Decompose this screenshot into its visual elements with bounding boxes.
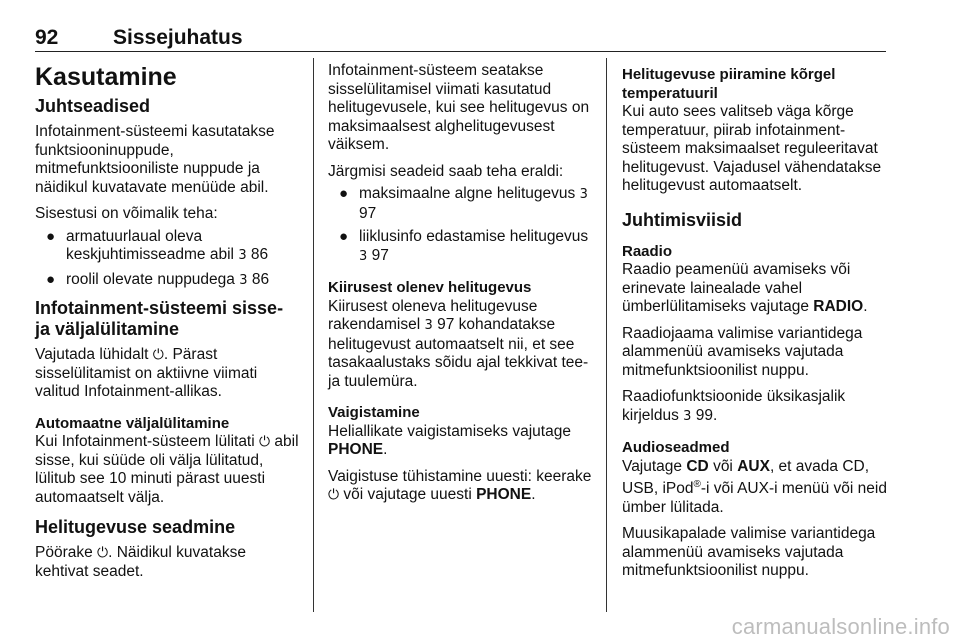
column-3 (622, 62, 892, 589)
paragraph: Kui auto sees valitseb väga kõrge temperatuur, piirab infotainment-süsteem maksimaalset reguleeritavat helitugevust. Vajadusel vähendatakse helitugevust automaatselt. (622, 103, 882, 194)
section-title: Kasutamine (35, 63, 177, 91)
paragraph: Vajutage CD või AUX, et avada CD, USB, iPod®-i või AUX-i menüü või neid ümber lülitada. (622, 457, 887, 516)
page-ref-arrow-icon: 3 (359, 248, 368, 264)
paragraph: Sisestusi on võimalik teha: (35, 205, 218, 222)
radio-button-label: RADIO (813, 298, 864, 315)
bullet-icon: ● (46, 227, 56, 245)
paragraph: Vaigistuse tühistamine uuesti: keerake ⏻ või vajutage uuesti PHONE. (328, 467, 592, 503)
column-divider-2 (606, 58, 607, 612)
paragraph: Kui Infotainment-süsteem lülitati ⏻ abil sisse, kui süüde oli välja lülitatud, lülitub see 10 minuti pärast uuesti automaatselt välja. (35, 433, 299, 506)
paragraph: Kiirusest oleneva helitugevuse rakendamisel 3 97 kohandatakse helitugevust automaatselt nii, et see tasakaalustaks sõidu ajal tekkivat tee- ja tuulemüra. (328, 297, 589, 390)
paragraph: Infotainment-süsteem seatakse sisselülitamisel viimati kasutatud helitugevusele, kui see helitugevus on maksimaalsest alghelitugevusest väiksem. (328, 62, 590, 153)
heading-auto-off: Automaatne väljalülitamine (35, 414, 230, 432)
subsection-power: Infotainment-süsteemi sisse- ja väljalülitamine (35, 298, 284, 339)
header-rule (35, 51, 886, 52)
paragraph: Vajutada lühidalt ⏻. Pärast sisselülitamist on aktiivne viimati valitud Infotainment-allikas. (35, 346, 258, 400)
heading-temp-limit: Helitugevuse piiramine kõrgel temperatuuril (622, 66, 836, 102)
column-divider-1 (313, 58, 314, 612)
page-ref-arrow-icon: 3 (579, 187, 588, 202)
heading-mute: Vaigistamine (328, 404, 420, 421)
separate-settings-list (328, 185, 596, 266)
paragraph: Raadiofunktsioonide üksikasjalik kirjeldus 3 99. (622, 388, 846, 424)
paragraph: Järgmisi seadeid saab teha eraldi: (328, 162, 564, 180)
phone-button-label: PHONE (476, 486, 532, 503)
watermark: carmanualsonline.info (731, 614, 950, 639)
page-ref-arrow-icon: 3 (238, 248, 247, 263)
power-knob-icon: ⏻ (152, 347, 164, 363)
input-methods-list (35, 228, 303, 291)
running-title: Sissejuhatus (113, 26, 243, 49)
cd-button-label: CD (686, 457, 709, 475)
heading-speed-volume: Kiirusest olenev helitugevus (328, 279, 532, 296)
page-number: 92 (35, 26, 59, 49)
list-item: ● liiklusinfo edastamise helitugevus 3 97 (339, 228, 589, 264)
list-item: ● armatuurlaual oleva keskjuhtimisseadme abil 3 86 (46, 227, 269, 263)
subsection-modes: Juhtimisviisid (622, 209, 743, 230)
phone-button-label: PHONE (328, 441, 384, 458)
paragraph: Muusikapalade valimise variantidega alammenüü avamiseks vajutada mitmefunktsioonilist nuppu. (622, 525, 876, 580)
power-knob-icon: ⏻ (328, 487, 340, 503)
paragraph: Raadiojaama valimise variantidega alammenüü avamiseks vajutada mitmefunktsioonilist nuppu. (622, 324, 863, 379)
aux-button-label: AUX (737, 457, 770, 475)
page-header (35, 26, 886, 52)
list-item: ● maksimaalne algne helitugevus 3 97 (339, 185, 588, 222)
list-item: ● roolil olevate nuppudega 3 86 (46, 270, 270, 288)
subsection-controls: Juhtseadised (35, 96, 151, 116)
page-ref-arrow-icon: 3 (424, 318, 433, 333)
page-ref-arrow-icon: 3 (239, 272, 248, 288)
heading-radio: Raadio (622, 242, 673, 260)
bullet-icon: ● (339, 185, 349, 202)
page-ref-arrow-icon: 3 (683, 408, 692, 424)
bullet-icon: ● (46, 270, 56, 288)
column-2 (328, 62, 596, 513)
bullet-icon: ● (339, 228, 349, 245)
subsection-volume: Helitugevuse seadmine (35, 517, 236, 537)
column-1 (35, 62, 303, 589)
heading-audio: Audioseadmed (622, 439, 730, 456)
paragraph: Pöörake ⏻. Näidikul kuvatakse kehtivat seadet. (35, 544, 246, 580)
paragraph: Heliallikate vaigistamiseks vajutage PHONE. (328, 422, 571, 458)
paragraph: Infotainment-süsteemi kasutatakse funktsiooninuppude, mitmefunktsiooniliste nuppude ja näidikul kuvatavate menüüde abil. (35, 123, 275, 196)
paragraph: Raadio peamenüü avamiseks või erinevate lainealade vahel ümberlülitamiseks vajutage RADIO. (622, 261, 868, 315)
power-knob-icon: ⏻ (97, 545, 109, 561)
power-knob-icon: ⏻ (259, 434, 271, 450)
